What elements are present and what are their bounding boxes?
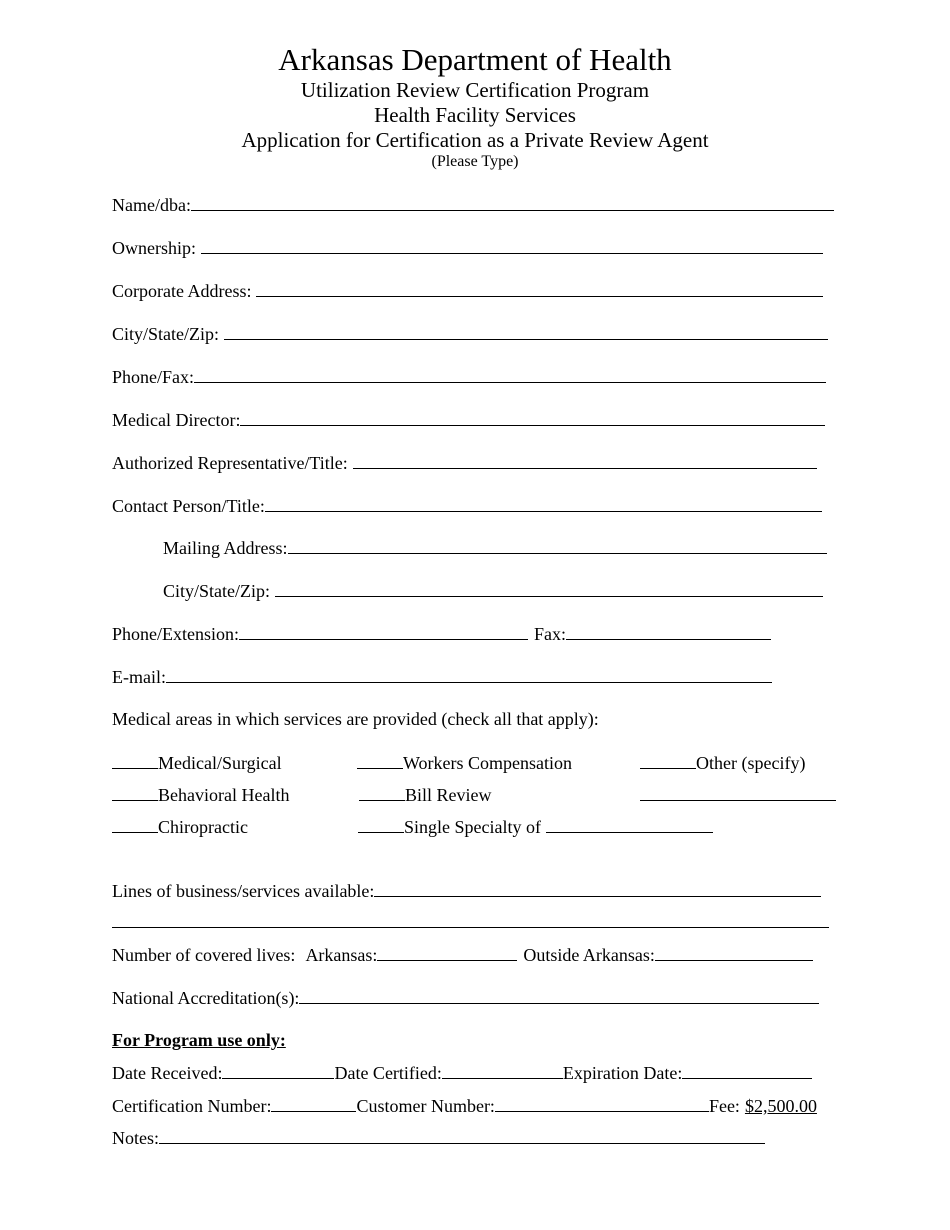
- mailing-address-row: [163, 537, 827, 561]
- lines-of-business-field[interactable]: [374, 880, 821, 897]
- expiration-date-field[interactable]: [682, 1062, 812, 1079]
- lines-of-business-row: [112, 880, 821, 904]
- lines-of-business-row-2: [112, 911, 829, 935]
- expiration-date-label: Expiration Date:: [562, 1063, 683, 1083]
- lines-of-business-field-2[interactable]: [112, 911, 829, 928]
- city-state-zip-row: [112, 323, 828, 347]
- contact-city-state-zip-field[interactable]: [275, 580, 823, 597]
- name-dba-label: Name/dba:: [112, 195, 191, 215]
- name-dba-row: [112, 194, 834, 218]
- accreditation-label: National Accreditation(s):: [112, 988, 300, 1008]
- outside-arkansas-label: Outside Arkansas:: [523, 945, 655, 965]
- medical-areas-prompt: Medical areas in which services are provided (check all that apply):: [112, 709, 599, 729]
- contact-person-field[interactable]: [265, 495, 822, 512]
- bill-review-check[interactable]: [359, 784, 405, 801]
- other-check[interactable]: [640, 752, 696, 769]
- date-received-label: Date Received:: [112, 1063, 223, 1083]
- phone-fax-row: [112, 366, 826, 390]
- customer-number-field[interactable]: [495, 1095, 709, 1112]
- single-specialty-field[interactable]: [546, 816, 713, 833]
- email-field[interactable]: [166, 666, 772, 683]
- single-specialty-label: Single Specialty of: [404, 817, 541, 837]
- other-specify-row: [640, 784, 836, 808]
- phone-extension-label: Phone/Extension:: [112, 624, 239, 644]
- medical-surgical-label: Medical/Surgical: [158, 753, 282, 773]
- arkansas-lives-field[interactable]: [377, 944, 517, 961]
- authorized-rep-row: [112, 452, 817, 476]
- fax-field[interactable]: [566, 623, 771, 640]
- name-dba-field[interactable]: [191, 194, 834, 211]
- notes-field[interactable]: [159, 1127, 765, 1144]
- division-name: Health Facility Services: [374, 103, 576, 127]
- program-name: Utilization Review Certification Program: [300, 78, 650, 102]
- notes-label: Notes:: [112, 1128, 159, 1148]
- contact-city-state-zip-label: City/State/Zip:: [163, 581, 270, 601]
- corporate-address-label: Corporate Address:: [112, 281, 252, 301]
- medical-director-row: [112, 409, 825, 433]
- date-received-field[interactable]: [222, 1062, 334, 1079]
- city-state-zip-label: City/State/Zip:: [112, 324, 219, 344]
- workers-compensation-label: Workers Compensation: [403, 753, 573, 773]
- certification-number-field[interactable]: [271, 1095, 356, 1112]
- program-use-heading: For Program use only:: [112, 1030, 286, 1050]
- contact-city-state-zip-row: [163, 580, 823, 604]
- behavioral-health-label: Behavioral Health: [158, 785, 290, 805]
- lines-of-business-label: Lines of business/services available:: [112, 881, 375, 901]
- chiropractic-check[interactable]: [112, 816, 158, 833]
- page-title: Arkansas Department of Health: [278, 42, 672, 77]
- outside-arkansas-lives-field[interactable]: [655, 944, 813, 961]
- option-bill-review: [359, 784, 492, 808]
- option-workers-compensation: [357, 752, 572, 776]
- city-state-zip-field[interactable]: [224, 323, 828, 340]
- workers-compensation-check[interactable]: [357, 752, 403, 769]
- medical-director-field[interactable]: [240, 409, 825, 426]
- notes-row: [112, 1127, 765, 1151]
- certification-number-label: Certification Number:: [112, 1096, 272, 1116]
- contact-person-row: [112, 495, 822, 519]
- type-instruction: (Please Type): [431, 153, 519, 170]
- authorized-rep-field[interactable]: [353, 452, 817, 469]
- option-chiropractic: [112, 816, 248, 840]
- email-row: [112, 666, 772, 690]
- covered-lives-row: [112, 944, 813, 968]
- program-dates-row: [112, 1062, 812, 1086]
- fee-label: Fee:: [708, 1096, 740, 1116]
- option-medical-surgical: [112, 752, 282, 776]
- ownership-field[interactable]: [201, 237, 823, 254]
- accreditation-field[interactable]: [299, 987, 819, 1004]
- program-numbers-row: [112, 1095, 817, 1119]
- phone-fax-label: Phone/Fax:: [112, 367, 195, 387]
- form-title: Application for Certification as a Private Review Agent: [241, 128, 709, 152]
- behavioral-health-check[interactable]: [112, 784, 158, 801]
- customer-number-label: Customer Number:: [356, 1096, 495, 1116]
- medical-surgical-check[interactable]: [112, 752, 158, 769]
- option-single-specialty: [358, 816, 713, 840]
- option-behavioral-health: [112, 784, 289, 808]
- single-specialty-check[interactable]: [358, 816, 404, 833]
- other-specify-field[interactable]: [640, 784, 836, 801]
- date-certified-label: Date Certified:: [334, 1063, 442, 1083]
- ownership-row: [112, 237, 823, 261]
- fee-amount: $2,500.00: [744, 1096, 817, 1116]
- corporate-address-row: [112, 280, 823, 304]
- phone-extension-row: [112, 623, 771, 647]
- mailing-address-label: Mailing Address:: [163, 538, 288, 558]
- arkansas-label: Arkansas:: [305, 945, 378, 965]
- phone-extension-field[interactable]: [239, 623, 528, 640]
- medical-director-label: Medical Director:: [112, 410, 241, 430]
- date-certified-field[interactable]: [442, 1062, 563, 1079]
- option-other: [640, 752, 805, 776]
- contact-person-label: Contact Person/Title:: [112, 496, 265, 516]
- accreditation-row: [112, 987, 819, 1011]
- ownership-label: Ownership:: [112, 238, 196, 258]
- chiropractic-label: Chiropractic: [158, 817, 248, 837]
- phone-fax-field[interactable]: [194, 366, 826, 383]
- covered-lives-label: Number of covered lives:: [112, 945, 296, 965]
- email-label: E-mail:: [112, 667, 166, 687]
- corporate-address-field[interactable]: [256, 280, 823, 297]
- fax-label: Fax:: [534, 624, 567, 644]
- authorized-rep-label: Authorized Representative/Title:: [112, 453, 348, 473]
- mailing-address-field[interactable]: [288, 537, 827, 554]
- bill-review-label: Bill Review: [405, 785, 492, 805]
- other-label: Other (specify): [696, 753, 806, 773]
